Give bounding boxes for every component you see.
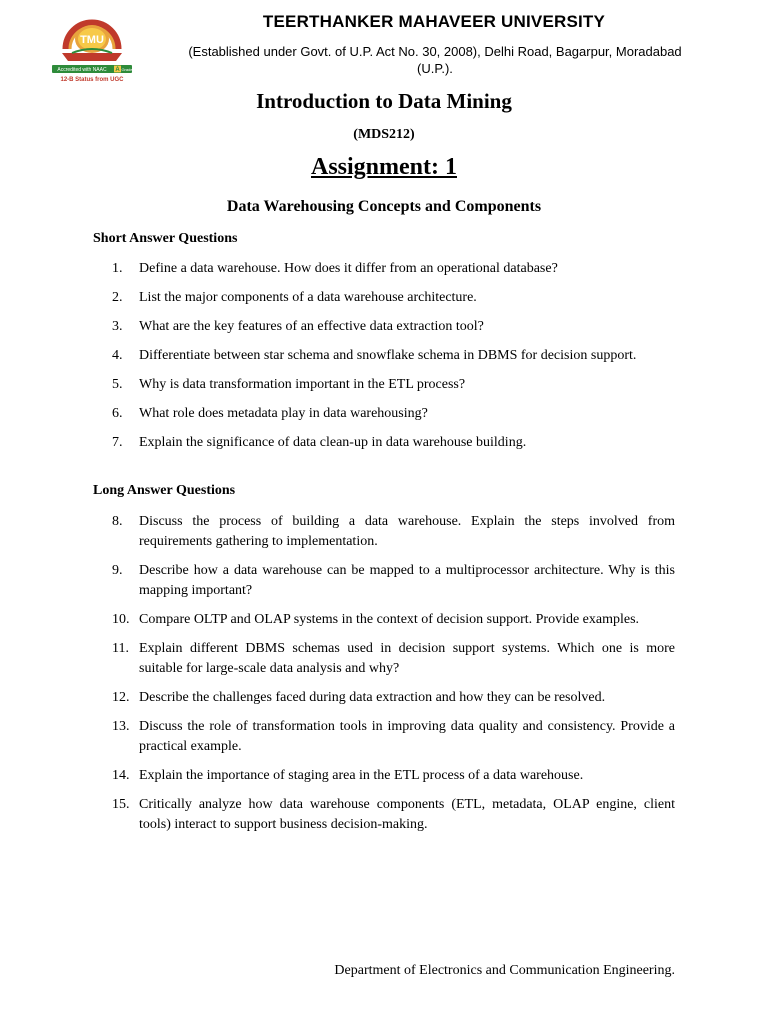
question-number-text: 9. [112,563,123,578]
question-text: Describe the challenges faced during data extraction and how they can be resolved. [139,690,606,705]
course-title: Introduction to Data Mining [256,89,512,113]
question-item [93,688,675,708]
university-logo [50,9,134,85]
question-number [93,561,139,601]
question-item [93,610,675,630]
question-number [93,766,139,786]
question-item [93,639,675,679]
logo-ugc: 12-B Status from UGC [60,77,124,83]
question-number-text: 6. [112,406,123,421]
short-answer-list [93,259,675,462]
question-number [93,346,139,366]
question-number [93,433,139,453]
question-text: Differentiate between star schema and snowflake schema in DBMS for decision support. [139,348,637,363]
question-number-text: 12. [112,690,130,705]
assignment-title [0,154,768,181]
question-number-text: 1. [112,261,123,276]
question-item [93,766,675,786]
assignment-topic: Data Warehousing Concepts and Components [226,198,542,215]
question-item [93,404,675,424]
question-number-text: 3. [112,319,123,334]
question-number [93,512,139,552]
question-text: Define a data warehouse. How does it differ from an operational database? [139,261,558,276]
question-item [93,795,675,835]
long-answer-heading: Long Answer Questions [93,483,236,498]
university-name: TEERTHANKER MAHAVEER UNIVERSITY [262,12,606,31]
question-item [93,561,675,601]
question-text: Describe how a data warehouse can be mapped to a multiprocessor architecture. Why is this mapping important? [139,563,675,598]
question-text: What are the key features of an effective data extraction tool? [139,319,484,334]
course-code: (MDS212) [353,127,415,142]
assignment-title-text: Assignment: 1 [310,154,457,180]
logo-grade-label: Grade [121,67,133,73]
question-number-text: 15. [112,797,130,812]
long-answer-list [93,512,675,844]
question-number [93,717,139,757]
question-number-text: 10. [112,612,130,627]
question-text: Critically analyze how data warehouse components (ETL, metadata, OLAP engine, client tools) interact to support business decision-making. [139,797,675,832]
question-number-text: 7. [112,435,123,450]
question-item [93,288,675,308]
question-item [93,717,675,757]
question-item [93,512,675,552]
question-number [93,317,139,337]
question-item [93,433,675,453]
logo-grade: A [115,67,120,74]
question-number-text: 2. [112,290,123,305]
question-item [93,346,675,366]
question-number [93,375,139,395]
logo-text: TMU [80,34,104,46]
question-number [93,795,139,835]
question-number-text: 11. [112,641,129,656]
question-text: Explain different DBMS schemas used in decision support systems. Which one is more suitable for large-scale data analysis and why? [139,641,675,676]
question-text: Explain the importance of staging area in the ETL process of a data warehouse. [139,768,584,783]
question-text: Discuss the role of transformation tools in improving data quality and consistency. Provide a practical example. [139,719,675,754]
question-item [93,375,675,395]
question-number [93,404,139,424]
question-number-text: 14. [112,768,130,783]
question-text: List the major components of a data warehouse architecture. [139,290,477,305]
question-number-text: 8. [112,514,123,529]
question-text: Explain the significance of data clean-up in data warehouse building. [139,435,527,450]
question-text: Discuss the process of building a data warehouse. Explain the steps involved from requirements gathering to implementation. [139,514,675,549]
department-footer: Department of Electronics and Communication Engineering. [334,963,675,978]
question-number [93,288,139,308]
question-number [93,610,139,630]
university-subtitle: (Established under Govt. of U.P. Act No. 30, 2008), Delhi Road, Bagarpur, Moradabad (U.P.). [188,44,682,76]
question-number [93,259,139,279]
logo-accreditation: Accredited with NAAC [57,67,107,74]
short-answer-heading: Short Answer Questions [93,231,238,246]
question-number-text: 5. [112,377,123,392]
question-item [93,259,675,279]
question-item [93,317,675,337]
question-text: Compare OLTP and OLAP systems in the context of decision support. Provide examples. [139,612,640,627]
question-number-text: 13. [112,719,130,734]
question-text: What role does metadata play in data warehousing? [139,406,428,421]
question-text: Why is data transformation important in the ETL process? [139,377,466,392]
question-number [93,688,139,708]
question-number [93,639,139,679]
question-number-text: 4. [112,348,123,363]
